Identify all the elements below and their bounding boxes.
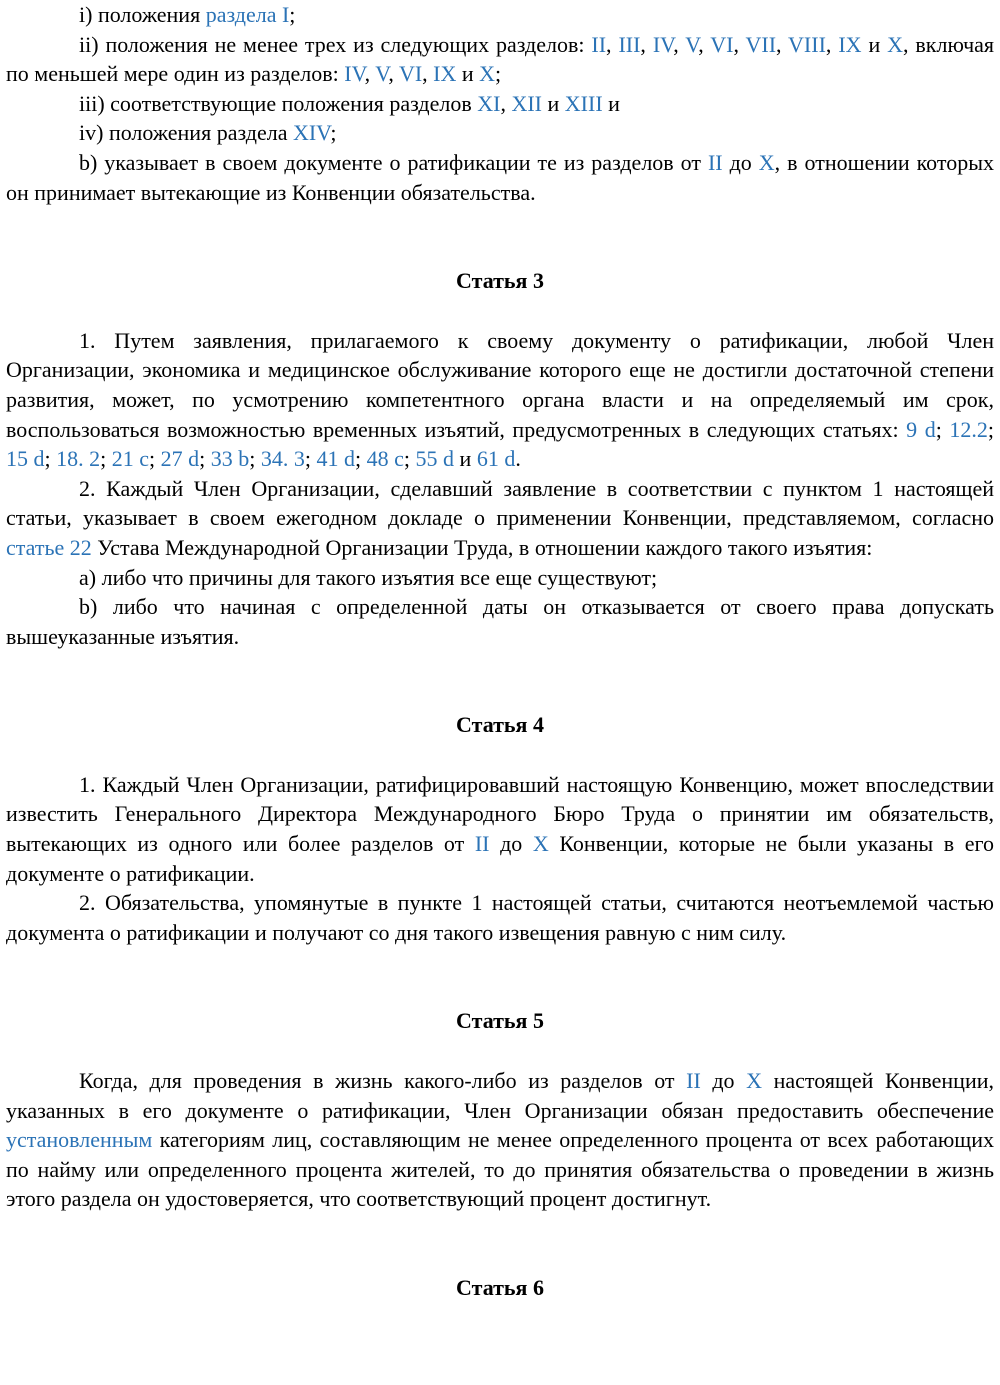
link-article[interactable]: 18. 2 [56, 446, 101, 472]
link-established[interactable]: установленным [6, 1127, 153, 1153]
link-article[interactable]: 27 d [160, 446, 200, 472]
article-5-paragraph-1: Когда, для проведения в жизнь какого-либо из разделов от II до X настоящей Конвенции, указанных в его документе о ратификации, Член Организации обязан предоставить обеспечение установленным категориям лиц, составляющим не менее определенного процента от всех работающих по найму или определенного процента жителей, то до принятия обязательства о проведении в жизнь этого раздела он удостоверяется, что соответствующий процент достигнут. [6, 1068, 994, 1212]
spacer [6, 207, 994, 266]
spacer [6, 296, 994, 326]
link-article[interactable]: 41 d [316, 446, 356, 472]
link-section[interactable]: XIV [292, 120, 331, 146]
link-section[interactable]: VII [745, 31, 777, 57]
document-page [6, 0, 994, 1303]
link-article[interactable]: 61 d [476, 446, 516, 472]
article-3-paragraph-2: 2. Каждый Член Организации, сделавший заявление в соответствии с пунктом 1 настоящей статьи, указывает в своем ежегодном докладе о применении Конвенции, представляемом, согласно статье 22 Устава Международной Организации Труда, в отношении каждого такого изъятия: [6, 475, 994, 560]
paragraph-i: i) положения раздела I; [79, 2, 296, 27]
spacer [6, 740, 994, 770]
link-section[interactable]: X [532, 831, 549, 857]
link-section[interactable]: X [887, 31, 904, 57]
article-3-title: Статья 3 [456, 268, 544, 294]
spacer [6, 651, 994, 710]
article-5-title: Статья 5 [456, 1008, 544, 1034]
link-section[interactable]: VIII [788, 31, 826, 57]
link-section[interactable]: XI [477, 90, 501, 116]
link-section[interactable]: V [685, 31, 699, 57]
spacer [6, 1214, 994, 1273]
link-article-22[interactable]: статье 22 [6, 534, 92, 560]
article-4-paragraph-1: 1. Каждый Член Организации, ратифицировавший настоящую Конвенцию, может впоследствии известить Генерального Директора Международного Бюро Труда о принятии им обязательств, вытекающих из одного или более разделов от II до X Конвенции, которые не были указаны в его документе о ратификации. [6, 771, 994, 886]
link-section-1[interactable]: раздела I [205, 2, 290, 27]
link-section[interactable]: III [618, 31, 641, 57]
article-3-item-a: a) либо что причины для такого изъятия все еще существуют; [79, 564, 658, 590]
article-4-paragraph-2: 2. Обязательства, упомянутые в пункте 1 настоящей статьи, считаются неотъемлемой частью документа о ратификации и получают со дня такого извещения равную с ним силу. [6, 890, 994, 945]
article-4-title: Статья 4 [456, 712, 544, 738]
spacer [6, 1036, 994, 1066]
link-section[interactable]: II [686, 1068, 701, 1094]
article-3-item-b: b) либо что начиная с определенной даты он отказывается от своего права допускать вышеуказанные изъятия. [6, 594, 994, 649]
link-section[interactable]: VI [398, 61, 423, 87]
paragraph-ii: ii) положения не менее трех из следующих разделов: II, III, IV, V, VI, VII, VIII, IX и X, включая по меньшей мере один из разделов: IV, V, VI, IX и X; [6, 31, 995, 87]
link-section[interactable]: VI [710, 31, 734, 57]
link-section[interactable]: IX [433, 61, 457, 87]
link-section[interactable]: IV [652, 31, 674, 57]
link-section[interactable]: IV [344, 61, 365, 87]
link-section[interactable]: II [591, 31, 607, 57]
link-section[interactable]: XII [511, 90, 542, 116]
link-article[interactable]: 55 d [415, 446, 455, 472]
link-section[interactable]: X [479, 61, 496, 87]
article-3-paragraph-1: 1. Путем заявления, прилагаемого к своему документу о ратификации, любой Член Организации, экономика и медицинское обслуживание которого еще не достигли достаточной степени развития, может, по усмотрению компетентного органа власти и на определяемый им срок, воспользоваться возможностью временных изъятий, предусмотренных в следующих статьях: 9 d; 12.2; 15 d; 18. 2; 21 c; 27 d; 33 b; 34. 3; 41 d; 48 c; 55 d и 61 d. [6, 327, 994, 472]
article-6-title: Статья 6 [456, 1275, 544, 1300]
spacer [6, 947, 994, 1006]
link-section[interactable]: X [758, 149, 775, 175]
link-article[interactable]: 9 d [906, 416, 936, 442]
link-section[interactable]: IX [838, 31, 862, 57]
link-section[interactable]: V [375, 61, 389, 87]
link-article[interactable]: 12.2 [949, 416, 988, 442]
paragraph-iv: iv) положения раздела XIV; [79, 120, 337, 146]
link-article[interactable]: 21 c [111, 446, 150, 472]
paragraph-b: b) указывает в своем документе о ратификации те из разделов от II до X, в отношении которых он принимает вытекающие из Конвенции обязательства. [6, 149, 994, 205]
link-section[interactable]: II [474, 831, 490, 857]
paragraph-iii: iii) соответствующие положения разделов XI, XII и XIII и [79, 90, 620, 116]
link-section[interactable]: II [707, 149, 723, 175]
link-article[interactable]: 34. 3 [260, 446, 305, 472]
link-section[interactable]: XIII [564, 90, 603, 116]
link-article[interactable]: 33 b [210, 446, 250, 472]
link-article[interactable]: 15 d [6, 446, 45, 472]
link-article[interactable]: 48 c [366, 446, 404, 472]
link-section[interactable]: X [746, 1068, 763, 1094]
